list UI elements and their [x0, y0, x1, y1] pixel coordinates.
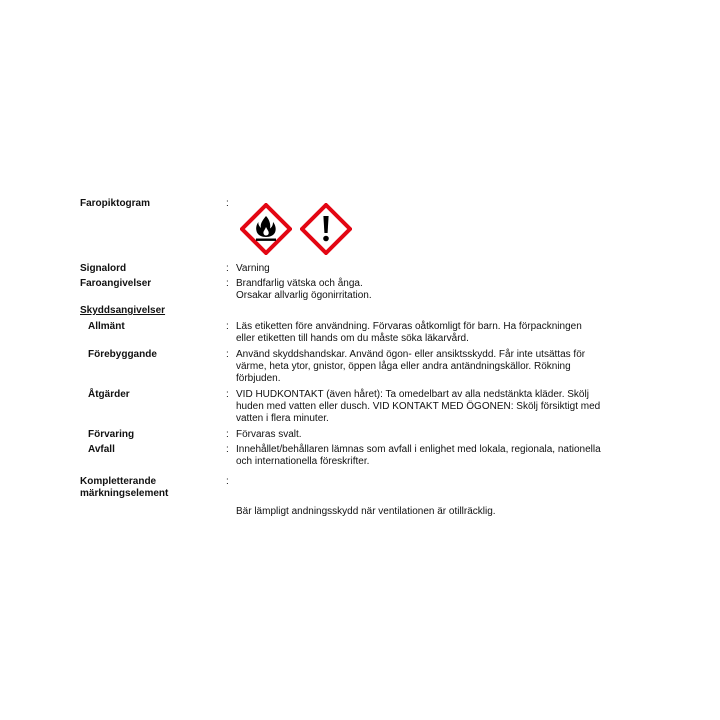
- general-colon: :: [226, 321, 229, 332]
- exclamation-hazard-icon: [300, 203, 352, 255]
- hazard-statement-line: Brandfarlig vätska och ånga.: [236, 278, 363, 289]
- signal-word-label: Signalord: [80, 263, 127, 274]
- general-label: Allmänt: [88, 321, 125, 332]
- supplemental-label-line: Kompletterande: [80, 476, 157, 487]
- response-line: vatten i flera minuter.: [236, 413, 329, 424]
- prevention-label: Förebyggande: [88, 349, 157, 360]
- hazard-statement-line: Orsakar allvarlig ögonirritation.: [236, 290, 372, 301]
- supplemental-label: [80, 476, 168, 500]
- supplemental-value: Bär lämpligt andningsskydd när ventilationen är otillräcklig.: [236, 506, 496, 517]
- response-line: VID HUDKONTAKT (även håret): Ta omedelbart av alla nedstänkta kläder. Skölj: [236, 389, 589, 400]
- precautionary-statements-heading: Skyddsangivelser: [80, 305, 166, 316]
- hazard-pictograms: [240, 203, 352, 255]
- disposal-line: och internationella föreskrifter.: [236, 456, 370, 467]
- storage-label: Förvaring: [88, 429, 135, 440]
- response-label: Åtgärder: [88, 389, 130, 400]
- supplemental-label-line: märkningselement: [80, 488, 169, 499]
- signal-word-colon: :: [226, 263, 229, 274]
- disposal-label: Avfall: [88, 444, 115, 455]
- hazard-statements-label: Faroangivelser: [80, 278, 152, 289]
- disposal-line: Innehållet/behållaren lämnas som avfall i enlighet med lokala, regionala, nationella: [236, 444, 601, 455]
- prevention-line: Använd skyddshandskar. Använd ögon- eller ansiktsskydd. Får inte utsättas för: [236, 349, 586, 360]
- prevention-line: värme, heta ytor, gnistor, öppen låga eller andra antändningskällor. Rökning: [236, 361, 571, 372]
- prevention-value: [236, 349, 646, 385]
- general-line: Läs etiketten före användning. Förvaras oåtkomligt för barn. Ha förpackningen: [236, 321, 582, 332]
- storage-value: Förvaras svalt.: [236, 429, 302, 440]
- flame-hazard-icon: [240, 203, 292, 255]
- disposal-colon: :: [226, 444, 229, 455]
- hazard-statements-colon: :: [226, 278, 229, 289]
- pictogram-label: Faropiktogram: [80, 198, 151, 209]
- response-line: huden med vatten eller dusch. VID KONTAKT MED ÖGONEN: Skölj försiktigt med: [236, 401, 601, 412]
- general-value: [236, 321, 646, 345]
- supplemental-colon: :: [226, 476, 229, 487]
- disposal-value: [236, 444, 646, 468]
- pictogram-colon: :: [226, 198, 229, 209]
- storage-colon: :: [226, 429, 229, 440]
- prevention-colon: :: [226, 349, 229, 360]
- hazard-statements-value: [236, 278, 646, 302]
- signal-word-value: Varning: [236, 263, 270, 274]
- prevention-line: förbjuden.: [236, 373, 281, 384]
- response-colon: :: [226, 389, 229, 400]
- general-line: eller etiketten till hands om du måste söka läkarvård.: [236, 333, 469, 344]
- response-value: [236, 389, 646, 425]
